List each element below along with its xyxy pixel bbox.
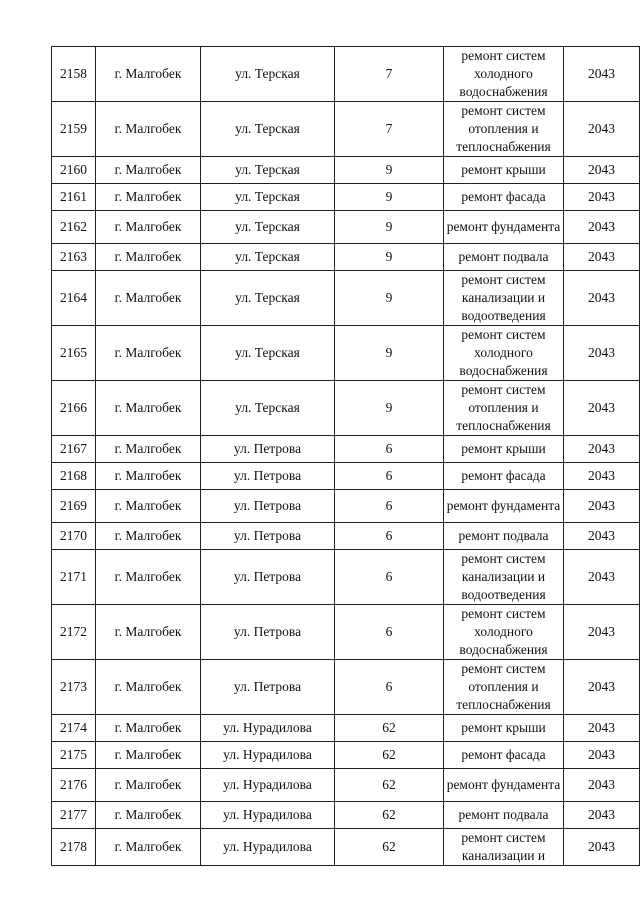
street-cell: ул. Петрова — [201, 463, 335, 490]
work-type-cell: ремонт фундамента — [444, 490, 564, 523]
table-row — [52, 157, 640, 184]
year-cell: 2043 — [564, 271, 640, 326]
work-type-cell: ремонт фасада — [444, 742, 564, 769]
street-cell: ул. Терская — [201, 157, 335, 184]
house-number-cell: 6 — [335, 523, 444, 550]
city-cell: г. Малгобек — [96, 102, 201, 157]
work-type-cell: ремонт систем отопления и теплоснабжения — [444, 381, 564, 436]
row-number: 2162 — [52, 211, 96, 244]
work-type-cell: ремонт крыши — [444, 157, 564, 184]
house-number-cell: 62 — [335, 829, 444, 866]
city-cell: г. Малгобек — [96, 244, 201, 271]
street-cell: ул. Нурадилова — [201, 829, 335, 866]
row-number: 2165 — [52, 326, 96, 381]
row-number: 2164 — [52, 271, 96, 326]
year-cell: 2043 — [564, 660, 640, 715]
house-number-cell: 7 — [335, 102, 444, 157]
city-cell: г. Малгобек — [96, 660, 201, 715]
row-number: 2174 — [52, 715, 96, 742]
table-row — [52, 184, 640, 211]
city-cell: г. Малгобек — [96, 47, 201, 102]
year-cell: 2043 — [564, 550, 640, 605]
house-number-cell: 9 — [335, 211, 444, 244]
row-number: 2178 — [52, 829, 96, 866]
table-row — [52, 550, 640, 605]
year-cell: 2043 — [564, 157, 640, 184]
work-type-cell: ремонт систем холодного водоснабжения — [444, 326, 564, 381]
table-row — [52, 660, 640, 715]
street-cell: ул. Петрова — [201, 436, 335, 463]
year-cell: 2043 — [564, 605, 640, 660]
table-body — [52, 47, 640, 866]
street-cell: ул. Нурадилова — [201, 742, 335, 769]
row-number: 2172 — [52, 605, 96, 660]
row-number: 2159 — [52, 102, 96, 157]
row-number: 2163 — [52, 244, 96, 271]
work-type-cell: ремонт систем канализации и водоотведения — [444, 550, 564, 605]
house-number-cell: 6 — [335, 550, 444, 605]
work-type-cell: ремонт крыши — [444, 436, 564, 463]
house-number-cell: 62 — [335, 715, 444, 742]
year-cell: 2043 — [564, 802, 640, 829]
row-number: 2171 — [52, 550, 96, 605]
street-cell: ул. Петрова — [201, 490, 335, 523]
year-cell: 2043 — [564, 463, 640, 490]
table-row — [52, 769, 640, 802]
table-row — [52, 381, 640, 436]
table-row — [52, 271, 640, 326]
work-type-cell: ремонт систем отопления и теплоснабжения — [444, 102, 564, 157]
table-row — [52, 490, 640, 523]
work-type-cell: ремонт подвала — [444, 802, 564, 829]
house-number-cell: 6 — [335, 660, 444, 715]
city-cell: г. Малгобек — [96, 550, 201, 605]
year-cell: 2043 — [564, 769, 640, 802]
table-row — [52, 802, 640, 829]
row-number: 2175 — [52, 742, 96, 769]
row-number: 2166 — [52, 381, 96, 436]
city-cell: г. Малгобек — [96, 829, 201, 866]
street-cell: ул. Терская — [201, 211, 335, 244]
work-type-cell: ремонт систем отопления и теплоснабжения — [444, 660, 564, 715]
house-number-cell: 62 — [335, 769, 444, 802]
work-type-cell: ремонт систем канализации и водоотведения — [444, 271, 564, 326]
row-number: 2168 — [52, 463, 96, 490]
table-row — [52, 715, 640, 742]
street-cell: ул. Терская — [201, 47, 335, 102]
row-number: 2177 — [52, 802, 96, 829]
street-cell: ул. Терская — [201, 102, 335, 157]
house-number-cell: 9 — [335, 271, 444, 326]
table-row — [52, 605, 640, 660]
table-row — [52, 436, 640, 463]
house-number-cell: 9 — [335, 157, 444, 184]
row-number: 2176 — [52, 769, 96, 802]
table-row — [52, 244, 640, 271]
row-number: 2173 — [52, 660, 96, 715]
city-cell: г. Малгобек — [96, 769, 201, 802]
house-number-cell: 9 — [335, 184, 444, 211]
year-cell: 2043 — [564, 829, 640, 866]
work-type-cell: ремонт крыши — [444, 715, 564, 742]
city-cell: г. Малгобек — [96, 211, 201, 244]
city-cell: г. Малгобек — [96, 326, 201, 381]
city-cell: г. Малгобек — [96, 742, 201, 769]
house-number-cell: 6 — [335, 490, 444, 523]
year-cell: 2043 — [564, 211, 640, 244]
year-cell: 2043 — [564, 244, 640, 271]
year-cell: 2043 — [564, 523, 640, 550]
work-type-cell: ремонт систем холодного водоснабжения — [444, 47, 564, 102]
year-cell: 2043 — [564, 381, 640, 436]
table-row — [52, 211, 640, 244]
street-cell: ул. Терская — [201, 381, 335, 436]
city-cell: г. Малгобек — [96, 271, 201, 326]
city-cell: г. Малгобек — [96, 184, 201, 211]
table-row — [52, 47, 640, 102]
work-type-cell: ремонт фундамента — [444, 769, 564, 802]
house-number-cell: 62 — [335, 742, 444, 769]
row-number: 2167 — [52, 436, 96, 463]
row-number: 2161 — [52, 184, 96, 211]
row-number: 2160 — [52, 157, 96, 184]
work-type-cell: ремонт фасада — [444, 463, 564, 490]
year-cell: 2043 — [564, 715, 640, 742]
city-cell: г. Малгобек — [96, 463, 201, 490]
street-cell: ул. Нурадилова — [201, 769, 335, 802]
year-cell: 2043 — [564, 326, 640, 381]
year-cell: 2043 — [564, 436, 640, 463]
street-cell: ул. Петрова — [201, 605, 335, 660]
house-number-cell: 7 — [335, 47, 444, 102]
street-cell: ул. Нурадилова — [201, 802, 335, 829]
row-number: 2158 — [52, 47, 96, 102]
house-number-cell: 6 — [335, 436, 444, 463]
house-number-cell: 6 — [335, 463, 444, 490]
street-cell: ул. Петрова — [201, 550, 335, 605]
street-cell: ул. Нурадилова — [201, 715, 335, 742]
street-cell: ул. Петрова — [201, 523, 335, 550]
year-cell: 2043 — [564, 184, 640, 211]
city-cell: г. Малгобек — [96, 381, 201, 436]
city-cell: г. Малгобек — [96, 490, 201, 523]
house-number-cell: 9 — [335, 244, 444, 271]
row-number: 2169 — [52, 490, 96, 523]
table-row — [52, 326, 640, 381]
street-cell: ул. Терская — [201, 244, 335, 271]
street-cell: ул. Терская — [201, 271, 335, 326]
city-cell: г. Малгобек — [96, 436, 201, 463]
street-cell: ул. Терская — [201, 326, 335, 381]
house-number-cell: 62 — [335, 802, 444, 829]
work-type-cell: ремонт фасада — [444, 184, 564, 211]
work-type-cell: ремонт систем канализации и — [444, 829, 564, 866]
house-number-cell: 6 — [335, 605, 444, 660]
table-row — [52, 102, 640, 157]
house-number-cell: 9 — [335, 326, 444, 381]
city-cell: г. Малгобек — [96, 715, 201, 742]
work-type-cell: ремонт подвала — [444, 523, 564, 550]
year-cell: 2043 — [564, 742, 640, 769]
city-cell: г. Малгобек — [96, 802, 201, 829]
year-cell: 2043 — [564, 490, 640, 523]
city-cell: г. Малгобек — [96, 157, 201, 184]
city-cell: г. Малгобек — [96, 605, 201, 660]
work-type-cell: ремонт фундамента — [444, 211, 564, 244]
city-cell: г. Малгобек — [96, 523, 201, 550]
street-cell: ул. Петрова — [201, 660, 335, 715]
table-row — [52, 463, 640, 490]
work-type-cell: ремонт систем холодного водоснабжения — [444, 605, 564, 660]
table-row — [52, 742, 640, 769]
year-cell: 2043 — [564, 47, 640, 102]
row-number: 2170 — [52, 523, 96, 550]
street-cell: ул. Терская — [201, 184, 335, 211]
table-row — [52, 829, 640, 866]
table-row — [52, 523, 640, 550]
year-cell: 2043 — [564, 102, 640, 157]
house-number-cell: 9 — [335, 381, 444, 436]
work-type-cell: ремонт подвала — [444, 244, 564, 271]
repair-schedule-table — [51, 46, 640, 866]
